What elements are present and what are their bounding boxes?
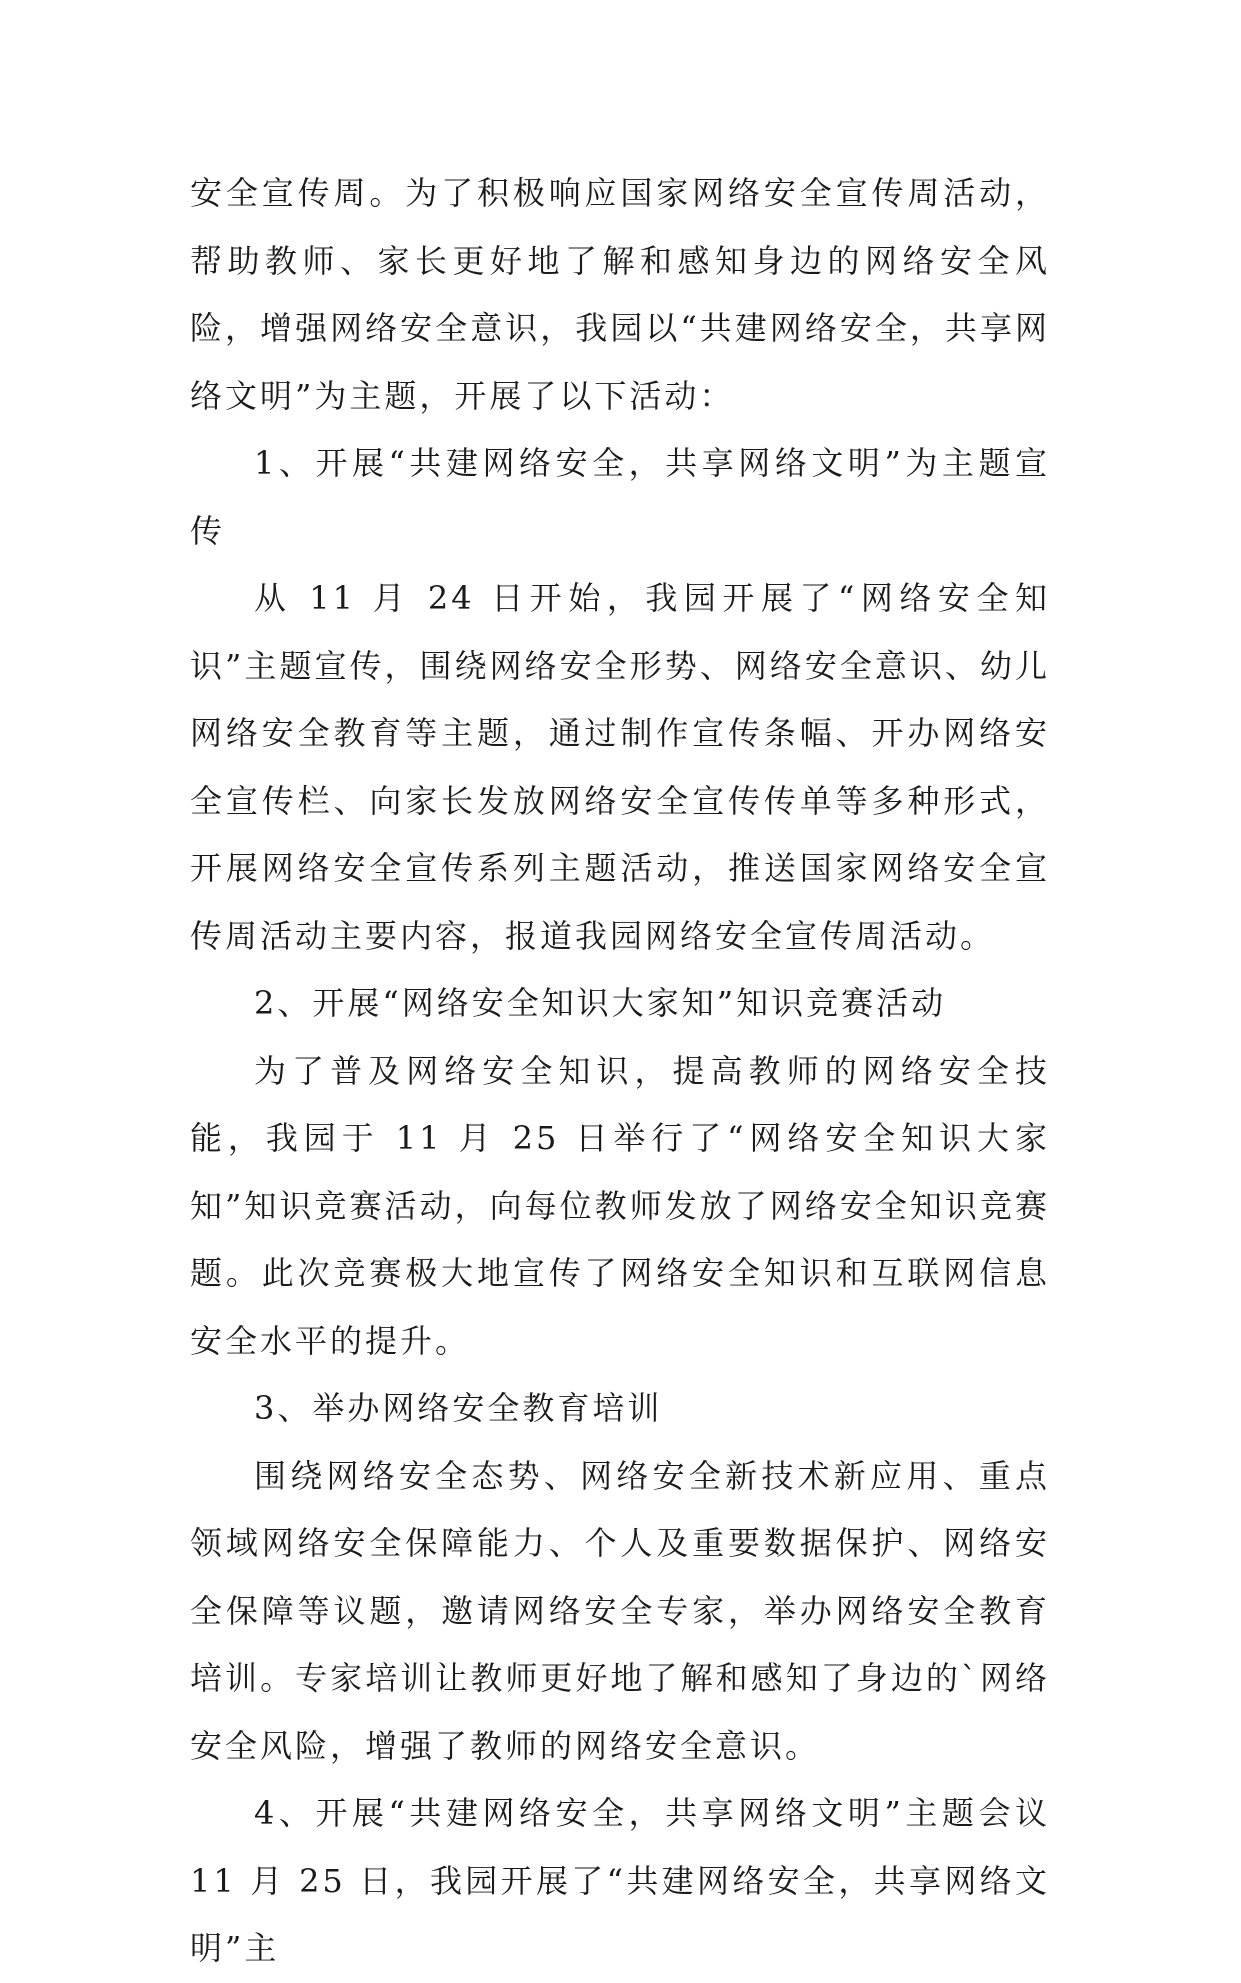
document-body (190, 160, 1050, 1983)
paragraph-section-2: 为了普及网络安全知识，提高教师的网络安全技能，我园于 11 月 25 日举行了“网络安全知识大家知”知识竞赛活动，向每位教师发放了网络安全知识竞赛题。此次竞赛极大地宣传了网络安全知识和互联网信息安全水平的提升。 (190, 1051, 1050, 1360)
paragraph-section-1: 从 11 月 24 日开始，我园开展了“网络安全知识”主题宣传，围绕网络安全形势、网络安全意识、幼儿网络安全教育等主题，通过制作宣传条幅、开办网络安全宣传栏、向家长发放网络安全宣传传单等多种形式，开展网络安全宣传系列主题活动，推送国家网络安全宣传周活动主要内容，报道我园网络安全宣传周活动。 (190, 579, 1050, 955)
paragraph-intro: 安全宣传周。为了积极响应国家网络安全宣传周活动，帮助教师、家长更好地了解和感知身边的网络安全风险，增强网络安全意识，我园以“共建网络安全，共享网络文明”为主题，开展了以下活动： (190, 174, 1050, 415)
section-heading-2: 2、开展“网络安全知识大家知”知识竞赛活动 (254, 984, 947, 1022)
section-heading-1: 1、开展“共建网络安全，共享网络文明”为主题宣传 (190, 444, 1050, 550)
section-heading-3: 3、举办网络安全教育培训 (254, 1389, 663, 1427)
paragraph-section-4: 4、开展“共建网络安全，共享网络文明”主题会议 11 月 25 日，我园开展了“共建网络安全，共享网络文明”主 (190, 1794, 1050, 1967)
paragraph-section-3: 围绕网络安全态势、网络安全新技术新应用、重点领域网络安全保障能力、个人及重要数据保护、网络安全保障等议题，邀请网络安全专家，举办网络安全教育培训。专家培训让教师更好地了解和感知了身边的`网络安全风险，增强了教师的网络安全意识。 (190, 1456, 1050, 1765)
